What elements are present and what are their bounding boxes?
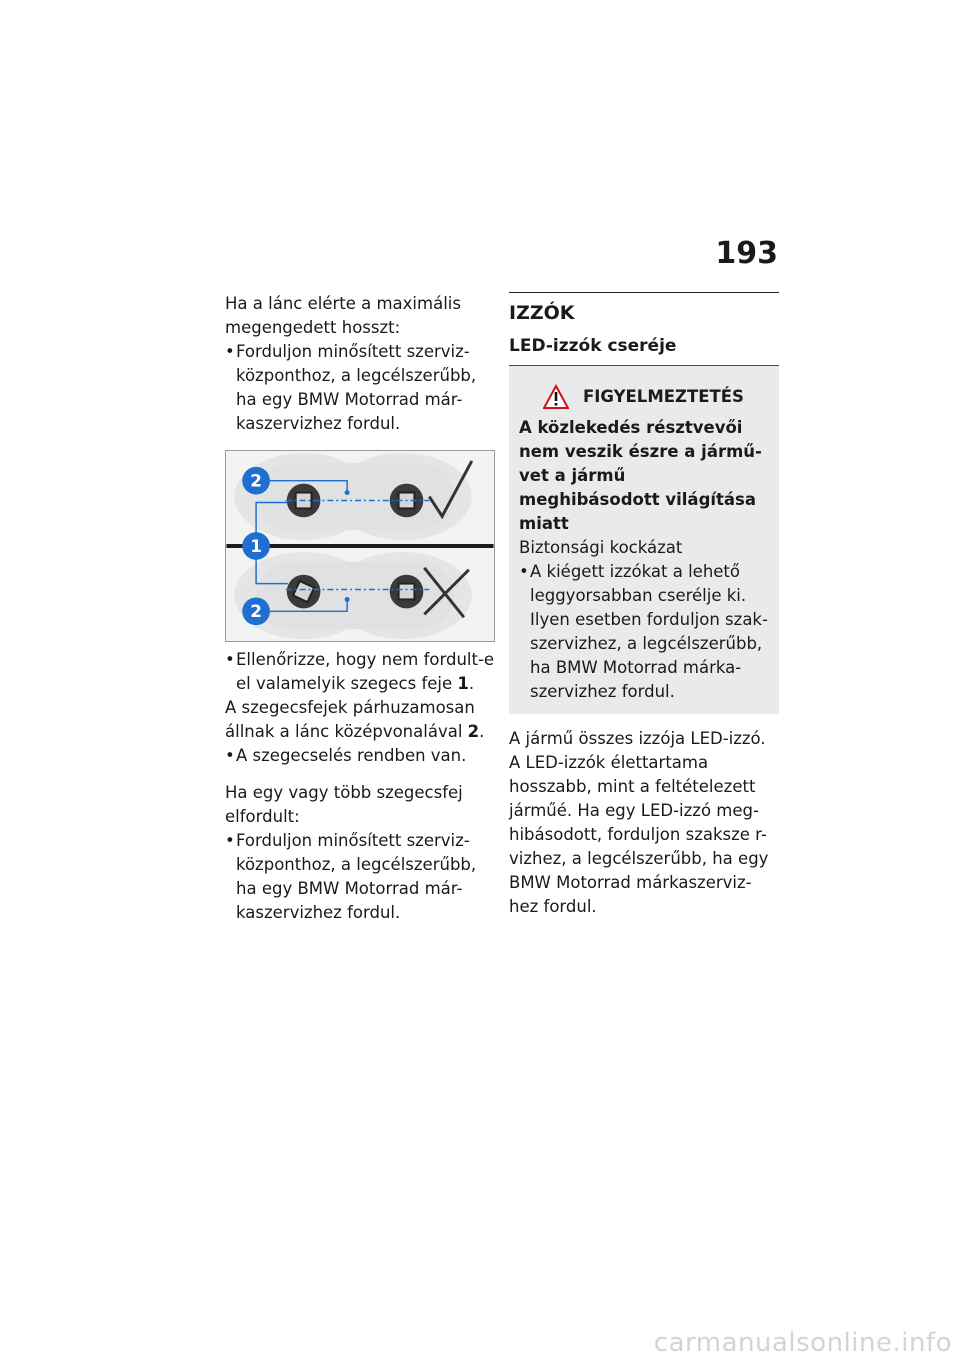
check-text-end: . — [468, 674, 475, 693]
warning-risk: Biztonsági kockázat — [519, 538, 683, 557]
bullet-service-2: • Forduljon minősített szerviz-központhoz, a legcélszerűbb, ha egy BMW Motorrad már-kaszervizhez fordul. — [225, 829, 495, 925]
rivet-head — [390, 575, 424, 609]
bullet-service-1: • Forduljon minősített szerviz-központhoz, a legcélszerűbb, ha egy BMW Motorrad már-kaszervizhez fordul. — [225, 340, 495, 436]
warning-title: A közlekedés résztvevői nem veszik észre a jármű-vet a jármű meghibásodott világítása miatt — [519, 418, 762, 533]
ok-bullet: • A szegecselés rendben van. — [225, 744, 495, 768]
section-title: IZZÓK — [509, 302, 575, 324]
check-rivet-instruction — [225, 648, 495, 696]
condition-text: Ha egy vagy több szegecsfej elfordult: — [225, 783, 463, 826]
rivet-head-rotated — [287, 575, 321, 609]
callout-label: 2 — [250, 470, 262, 491]
parallel-text — [225, 696, 495, 744]
left-column — [225, 292, 495, 925]
warning-header — [543, 384, 769, 410]
callout-label: 1 — [250, 535, 262, 556]
chain-rivet-figure — [225, 450, 495, 642]
page-number: 193 — [715, 236, 778, 271]
section-rule — [509, 292, 779, 366]
warning-bullet: • A kiégett izzókat a lehető leggyorsabban cserélje ki. Ilyen esetben forduljon szak-szervizhez, a legcélszerűbb, ha BMW Motorrad márka-szervizhez fordul. — [519, 560, 769, 704]
ref-2: 2 — [467, 722, 480, 741]
warning-label: FIGYELMEZTETÉS — [583, 387, 744, 406]
parallel-end: . — [479, 722, 485, 741]
warning-triangle-icon — [543, 384, 569, 410]
parallel-body: A szegecsfejek párhuzamosan állnak a lánc középvonalával — [225, 698, 475, 741]
callout-label: 2 — [250, 601, 262, 622]
upper-chain-link — [234, 453, 472, 540]
warning-box — [509, 366, 779, 714]
right-column — [509, 292, 779, 919]
sub-title: LED-izzók cseréje — [509, 331, 779, 366]
ref-1: 1 — [457, 674, 469, 693]
callout-1 — [242, 532, 270, 560]
intro-text: Ha a lánc elérte a maximális megengedett hosszt: — [225, 294, 461, 337]
callout-2-top — [242, 467, 270, 495]
led-body-text: A jármű összes izzója LED-izzó. A LED-izzók élettartama hosszabb, mint a feltételezett járműé. Ha egy LED-izzó meg-hibásodott, forduljon szaksze r-vizhez, a legcélszerűbb, ha egy BMW Motorrad márkaszerviz-hez fordul. — [509, 729, 769, 916]
watermark: carmanualsonline.info — [653, 1328, 952, 1358]
check-text: Ellenőrizze, hogy nem fordult-e el valamelyik szegecs feje — [236, 650, 495, 693]
callout-2-bottom — [242, 597, 270, 625]
lower-chain-link — [234, 552, 472, 639]
